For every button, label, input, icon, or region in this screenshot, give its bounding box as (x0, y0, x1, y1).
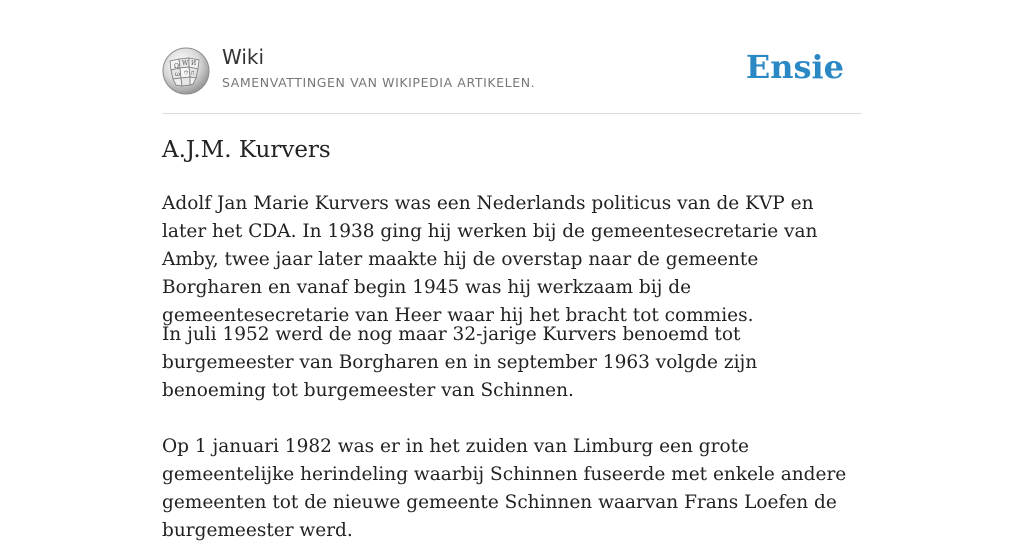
article-paragraph: In juli 1952 werd de nog maar 32-jarige Kurvers benoemd tot burgemeester van Borgharen en in september 1963 volgde zijn benoeming tot burgemeester van Schinnen. (162, 324, 758, 401)
article-title: A.J.M. Kurvers (162, 137, 331, 163)
svg-text:Ω: Ω (174, 63, 179, 70)
wikipedia-globe-icon[interactable] (162, 47, 210, 95)
svg-text:ח: ח (191, 70, 195, 77)
page-container (162, 0, 862, 541)
svg-text:ウ: ウ (183, 70, 190, 77)
site-header (162, 0, 862, 114)
site-name[interactable]: Wiki (222, 45, 265, 69)
site-tagline: SAMENVATTINGEN VAN WIKIPEDIA ARTIKELEN. (222, 75, 536, 90)
brand-logo[interactable]: Ensie (745, 48, 844, 86)
article-paragraph: Adolf Jan Marie Kurvers was een Nederlands politicus van de KVP en later het CDA. In 1938 ging hij werken bij de gemeentesecretarie van Amby, twee jaar later maakte hij de overstap naar de gemeente Borgharen en vanaf begin 1945 was hij werkzaam bij de gemeentesecretarie van Heer waar hij het bracht tot commies. (162, 193, 818, 326)
svg-text:W: W (182, 60, 189, 67)
svg-text:И: И (191, 60, 197, 67)
svg-text:ω: ω (175, 71, 180, 78)
article-paragraph: Op 1 januari 1982 was er in het zuiden van Limburg een grote gemeentelijke herindeling waarbij Schinnen fuseerde met enkele andere gemeenten tot de nieuwe gemeente Schinnen waarvan Frans Loefen de burgemeester werd. (162, 436, 847, 541)
